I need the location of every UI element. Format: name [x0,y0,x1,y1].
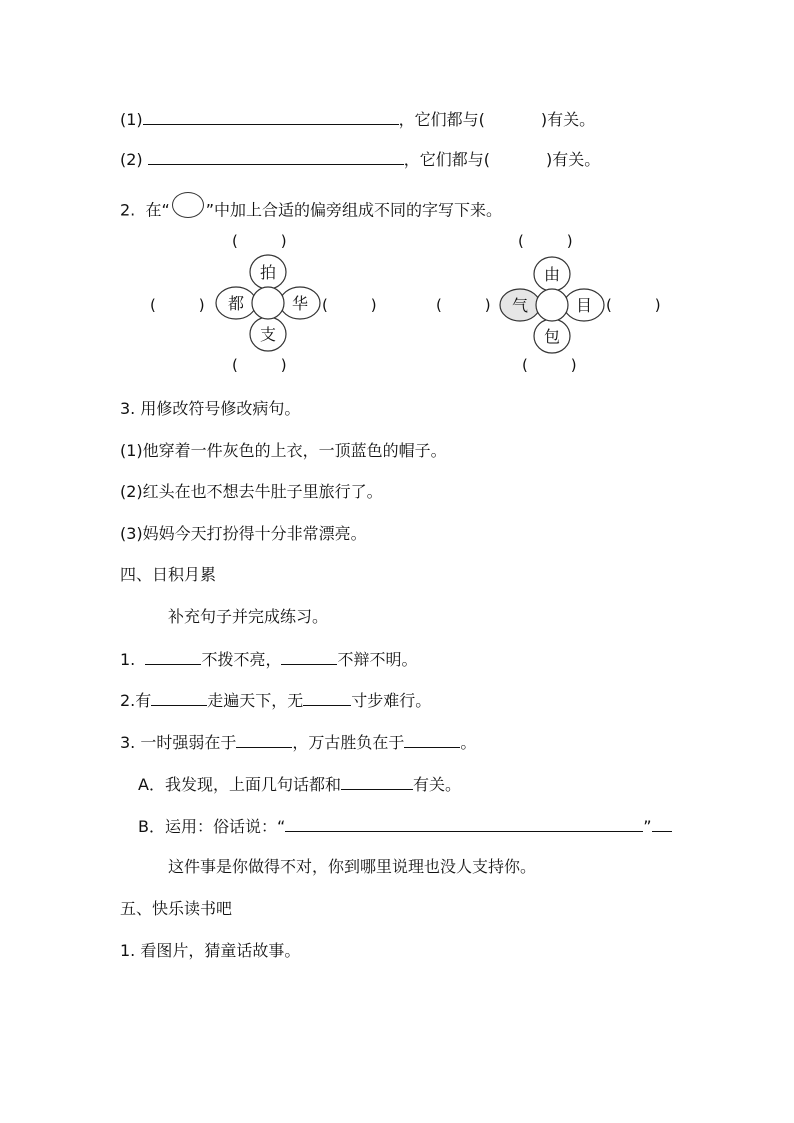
flower1-right: 华 [291,294,309,313]
proverb-line-1: 1. 不拨不亮， 不辩不明。 [120,650,418,669]
flower1-left: 都 [227,294,245,313]
flower1-left-paren[interactable]: ( ) [150,296,205,314]
flower-diagram-1 [216,254,320,356]
exercise-b-context: 这件事是你做得不对，你到哪里说理也没人支持你。 [168,857,537,876]
flower2-top-paren[interactable]: ( ) [518,232,573,250]
answer-blank[interactable] [148,148,404,165]
flower1-bottom: 支 [259,325,277,344]
answer-blank[interactable] [236,731,292,748]
paren-blank[interactable] [485,109,541,125]
item-number: (2) [120,150,143,169]
proverb-line-2: 2.有 走遍天下，无 寸步难行。 [120,691,432,710]
section-4-title: 四、日积月累 [120,565,217,584]
flower2-left-paren[interactable]: ( ) [436,296,491,314]
section-5-title: 五、快乐读书吧 [120,899,233,918]
line-end: )有关。 [540,110,596,129]
answer-blank[interactable] [281,648,337,665]
sentence-1: (1)他穿着一件灰色的上衣，一顶蓝色的帽子。 [120,441,447,460]
section-5-item-1: 1. 看图片，猜童话故事。 [120,941,301,960]
answer-blank[interactable] [341,773,413,790]
flower2-right: 目 [575,296,593,315]
question-text-post: ”中加上合适的偏旁组成不同的字写下来。 [205,200,503,220]
flower-diagram-2 [500,256,604,358]
exercise-b: B．运用：俗话说：“ ” [138,815,672,838]
sentence-2: (2)红头在也不想去牛肚子里旅行了。 [120,482,383,501]
paren-blank[interactable] [490,149,546,165]
question-2 [120,198,502,224]
question-3-title: 3. 用修改符号修改病句。 [120,399,301,418]
sentence-3: (3)妈妈今天打扮得十分非常漂亮。 [120,524,367,543]
item-number: (1) [120,110,143,129]
answer-blank[interactable] [151,689,207,706]
flower2-right-paren[interactable]: ( ) [606,296,661,314]
flower1-right-paren[interactable]: ( ) [322,296,377,314]
flower2-bottom-paren[interactable]: ( ) [522,356,577,374]
answer-blank[interactable] [285,815,643,832]
fill-line-1 [120,108,595,131]
answer-blank[interactable] [145,648,201,665]
line-text: ，它们都与( [403,150,491,169]
line-end: )有关。 [546,150,601,169]
circle-icon [172,192,204,218]
fill-line-2 [120,148,600,171]
flower1-top-paren[interactable]: ( ) [232,232,287,250]
question-number: 2. [120,200,136,220]
flower2-top: 由 [543,265,561,284]
answer-blank[interactable] [143,108,399,125]
section-4-intro: 补充句子并完成练习。 [168,607,329,626]
flower1-bottom-paren[interactable]: ( ) [232,356,287,374]
answer-blank[interactable] [303,689,351,706]
line-text: ，它们都与( [398,110,485,129]
proverb-line-3: 3. 一时强弱在于 ，万古胜负在于 。 [120,733,477,752]
answer-blank[interactable] [404,731,460,748]
flower2-left: 气 [511,296,529,315]
answer-blank-end [652,815,672,832]
question-text-pre: 在“ [145,200,170,220]
flower1-top: 拍 [259,263,277,282]
exercise-a: A．我发现，上面几句话都和 有关。 [138,775,461,794]
flower2-bottom: 包 [543,327,561,346]
